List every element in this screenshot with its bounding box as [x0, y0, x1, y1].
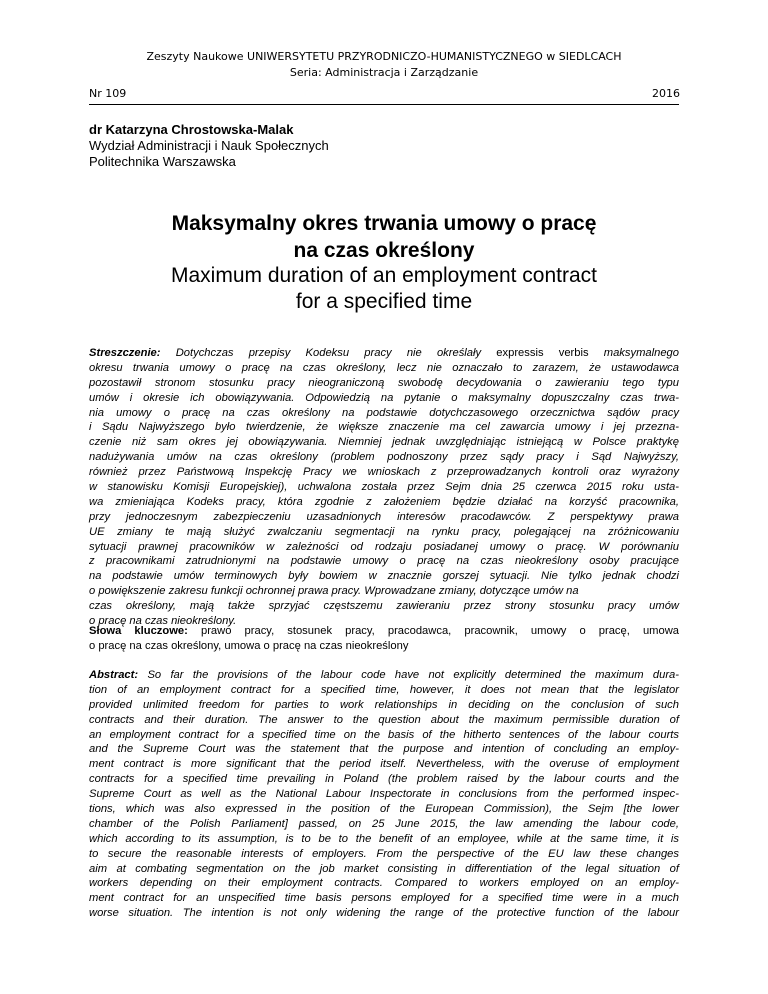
title-english — [89, 263, 679, 315]
abstract-polish-line: nia umowy o pracę na czas określony na podstawie dotychczasowego orzecznictwa sądów pracy — [89, 406, 679, 419]
abstract-english-label: Abstract: — [89, 669, 139, 681]
abstract-polish-line: wa zmieniająca Kodeks pracy, która zgodnie z założeniem będzie działać na korzyść pracownika, — [89, 495, 679, 508]
issue-year: 2016 — [652, 87, 680, 100]
abstract-polish-line: umów i okresie ich obowiązywania. Odpowiedzią na pytanie o maksymalny dopuszczalny czas trwa- — [89, 391, 679, 404]
abstract-polish-line: UE zmiany te mają służyć zwalczaniu segmentacji na rynku pracy, polegającej na zróżnicowaniu — [89, 525, 679, 538]
abstract-polish-line: okresu trwania umowy o pracę na czas określony, lecz nie oznaczało to zarazem, że ustawodawca — [89, 361, 679, 374]
abstract-english-line: ment contract for an unspecified time basis persons employed for a specified time were in a much — [89, 892, 679, 905]
title-english-line: Maximum duration of an employment contract — [170, 264, 598, 287]
abstract-polish-line: w stanowisku Komisji Europejskiej), uchwalona została przez Sejm dnia 25 czerwca 2015 roku usta- — [89, 481, 679, 494]
title-polish-line: na czas określony — [293, 239, 475, 262]
abstract-english-line: and the Supreme Court was the statement that the purpose and intention of concluding an employ- — [89, 743, 679, 756]
author-affiliation-university: Politechnika Warszawska — [89, 154, 236, 169]
abstract-polish-line: czas określony, mają także sprzyjać częstszemu zawieraniu przez strony stosunku pracy umów — [89, 600, 679, 613]
abstract-polish-line: sytuacji prawnej pracowników w zależności od rodzaju posiadanej umowy o pracę. W porównaniu — [89, 540, 679, 553]
abstract-polish — [89, 346, 679, 629]
abstract-polish-line: czenie niż sam okres jej obowiązywania. Niemniej jednak uwzględniając istniejącą w Polsce praktykę — [89, 436, 679, 449]
abstract-english-line: chamber of the Polish Parliament] passed, on 25 June 2015, the law amending the labour code, — [89, 817, 679, 830]
keywords-line: Słowa kluczowe: prawo pracy, stosunek pracy, pracodawca, pracownik, umowy o pracę, umowa — [89, 625, 680, 637]
abstract-english-line: contracts for a specified time prevailing in Poland (the problem raised by the labour courts and the — [89, 773, 679, 786]
title-polish — [89, 210, 679, 264]
author-affiliation-faculty: Wydział Administracji i Nauk Społecznych — [89, 138, 329, 153]
abstract-english-line: ment contract is more significant that the period itself. Nevertheless, with the overuse of employment — [89, 758, 679, 771]
abstract-polish-line: na podstawie umów terminowych były bowiem w znacznie gorszej sytuacji. Nie tylko jednak chodzi — [89, 570, 679, 583]
abstract-polish-line: z pracownikami zatrudnionymi na podstawie umowy o pracę na czas nieokreślony osoby pracujące — [89, 555, 679, 568]
abstract-polish-label: Streszczenie: — [89, 347, 161, 359]
keywords-line: o pracę na czas określony, umowa o pracę na czas nieokreślony — [89, 639, 409, 652]
journal-series: Seria: Administracja i Zarządzanie — [289, 66, 479, 79]
abstract-english — [89, 668, 679, 921]
abstract-polish-line: o pracę na czas nieokreślony. — [89, 615, 237, 628]
abstract-english-line: Supreme Court as well as the National Labour Inspectorate in conclusions from the performed inspec- — [89, 788, 679, 801]
abstract-polish-line: nadużywania umów na czas określony (problem podnoszony przez sądy pracy i Sąd Najwyższy, — [89, 451, 679, 464]
title-english-line: for a specified time — [295, 290, 473, 313]
title-polish-line: Maksymalny okres trwania umowy o pracę — [171, 212, 597, 235]
abstract-polish-line: przy jednoczesnym zabezpieczeniu uzasadnionych interesów pracodawców. Z perspektywy prawa — [89, 510, 679, 523]
abstract-english-line: provided unlimited freedom for parties to work relationships in deciding on the conclusion of such — [89, 698, 679, 711]
abstract-english-line: aim at combating segmentation on the job market consisting in differentiation of the legal situation of — [89, 862, 679, 875]
keywords — [89, 624, 679, 654]
abstract-polish-line: Streszczenie: Dotychczas przepisy Kodeksu pracy nie określały expressis verbis maksymalnego — [89, 347, 679, 359]
abstract-english-line: which according to its assumption, is to be to the benefit of an employee, while at the same time, it is — [89, 832, 679, 845]
abstract-english-line: workers depending on their employment contracts. Compared to workers employed on an employ- — [89, 877, 679, 890]
keywords-label: Słowa kluczowe: — [89, 625, 188, 637]
abstract-polish-line: i Sądu Najwyższego było twierdzenie, że większe znaczenie ma cel zawarcia umowy i jej przezna- — [89, 421, 679, 434]
abstract-english-line: Abstract: So far the provisions of the labour code have not explicitly determined the maximum dura- — [89, 669, 680, 681]
journal-name: Zeszyty Naukowe UNIWERSYTETU PRZYRODNICZO-HUMANISTYCZNEGO w SIEDLCACH — [146, 50, 622, 63]
abstract-polish-line: pozostawił stronom stosunku pracy nieograniczoną swobodę decydowania o zawieraniu tego typu — [89, 376, 679, 389]
header-rule — [89, 104, 679, 105]
abstract-polish-line: o powiększenie zakresu funkcji ochronnej prawa pracy. Wprowadzane zmiany, dotyczące umów na — [89, 585, 579, 598]
abstract-english-line: worse situation. The intention is not only widening the range of the protective function of the labour — [89, 907, 679, 920]
issue-number: Nr 109 — [89, 87, 127, 100]
abstract-polish-line: również przez Państwową Inspekcję Pracy we wnioskach z przeprowadzanych kontroli oraz wyrażony — [89, 466, 679, 479]
abstract-english-line: tions, which was also expressed in the position of the European Commission), the Sejm [the lower — [89, 803, 679, 816]
abstract-english-line: to secure the reasonable interests of employers. From the perspective of the EU law these changes — [89, 847, 679, 860]
abstract-english-line: contracts and their duration. The answer to the question about the maximum permissible duration of — [89, 713, 679, 726]
author-name: dr Katarzyna Chrostowska-Malak — [89, 122, 294, 137]
abstract-english-line: an employment contract for a specified time on the basis of the hitherto sentences of the labour courts — [89, 728, 679, 741]
abstract-english-line: tion of an employment contract for a specified time, however, it does not mean that the legislator — [89, 683, 679, 696]
